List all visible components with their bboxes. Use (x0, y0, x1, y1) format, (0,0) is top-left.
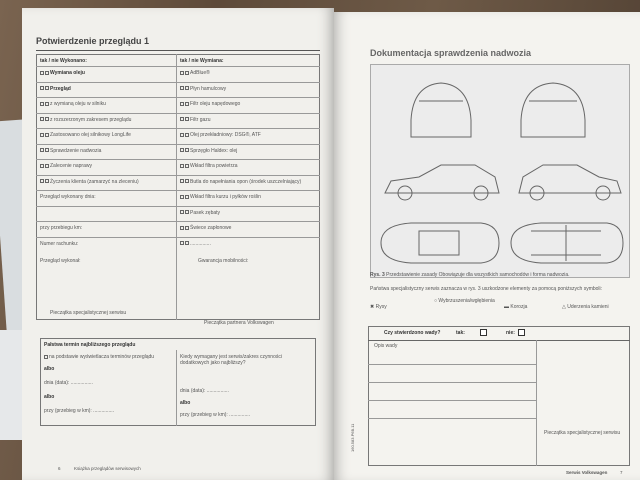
col2-header: tak / nie Wymiana: (180, 58, 224, 64)
table-row-divider (36, 175, 320, 176)
row-left-cell: Przegląd wykonany dnia: (40, 194, 96, 200)
row-left-cell: Zastosowano olej silnikowy LongLife (40, 132, 131, 138)
table-divider (176, 54, 177, 320)
left-page-number: 6 (58, 466, 61, 471)
right-stamp-label: Pieczątka specjalistycznej serwisu (544, 430, 621, 436)
row-right-cell: AdBlue® (180, 70, 210, 76)
next-km-right: przy (przebieg w km): ............... (180, 412, 251, 418)
car-diagram (370, 64, 630, 278)
table-row-divider (36, 221, 320, 222)
car-outlines-svg (371, 65, 631, 279)
row-left-cell: Sprawdzenie nadwozia (40, 148, 101, 154)
row-left-cell: przy przebiegu km: (40, 225, 83, 231)
legend-corrosion: ▬ Korozja (504, 304, 528, 310)
stamp-service-label: Pieczątka specjalistycznej serwisu (50, 310, 127, 316)
side-code: 160.583.P6B.11 (350, 423, 355, 452)
table-row-divider (36, 66, 320, 67)
defects-line-1 (368, 364, 536, 365)
table-row-divider (36, 237, 320, 238)
next-right-text: Kiedy wymagany jest serwis/zakres czynności dodatkowych jako najbliższy? (180, 354, 282, 366)
defects-yes-label: tak: (456, 330, 465, 336)
row-right-cell: Filtr gazu (180, 117, 211, 123)
row-right-cell: Świece zapłonowe (180, 225, 231, 231)
row-left-cell: Wymiana oleju (40, 70, 85, 76)
table-row-divider (36, 113, 320, 114)
defects-line-2 (368, 382, 536, 383)
defects-line-4 (368, 418, 536, 419)
albo-3: albo (180, 400, 191, 406)
defects-no-checkbox[interactable] (518, 329, 525, 336)
table-row-divider (36, 190, 320, 191)
inspection-table (36, 54, 320, 320)
defects-description-label: Opis wady (374, 343, 398, 349)
title-rule (36, 50, 320, 51)
row-right-cell: Sprzęgło Haldex: olej (180, 148, 237, 154)
right-page (334, 12, 640, 480)
car-side-right (519, 165, 621, 193)
albo-2: albo (44, 394, 55, 400)
row-right-cell: Filtr oleju napędowego (180, 101, 240, 107)
next-km-left: przy (przebieg w km): ............... (44, 408, 115, 414)
defects-question: Czy stwierdzono wady? (384, 330, 441, 336)
next-left-text: na podstawie wyświetlacza terminów przeglądu (44, 354, 154, 360)
left-footer-text: Książka przeglądów serwisowych (74, 466, 141, 471)
table-row-divider (36, 144, 320, 145)
legend-scratches: ✖ Rysy (370, 304, 387, 310)
legend-dents: ○ Wybrzuszenia/wgłębienia (434, 298, 495, 304)
car-rear-view (411, 83, 471, 137)
warranty-label: Gwarancja mobilności: (198, 258, 249, 264)
right-footer-text: Serwis Volkswagen (566, 470, 608, 475)
row-right-cell: ............... (180, 241, 211, 247)
row-left-cell: z rozszerzonym zakresem przeglądu (40, 117, 131, 123)
defects-line-3 (368, 400, 536, 401)
row-left-cell: Życzenia klienta (zamarzyć na zleceniu) (40, 179, 139, 185)
right-page-number: 7 (620, 470, 623, 475)
row-left-cell: Numer rachunku: (40, 240, 79, 247)
defects-yes-checkbox[interactable] (480, 329, 487, 336)
col1-header: tak / nie Wykonano: (40, 58, 87, 64)
car-bottom-view (511, 223, 623, 263)
albo-1: albo (44, 366, 55, 372)
row-right-cell: Pasek zębaty (180, 210, 220, 216)
stamp-partner-label: Pieczątka partnera Volkswagen (204, 320, 274, 326)
table-row-divider (36, 97, 320, 98)
left-page-title: Potwierdzenie przeglądu 1 (36, 36, 150, 46)
defects-no-label: nie: (506, 330, 515, 336)
defects-table (368, 326, 630, 466)
row-left-cell: Przegląd (40, 86, 71, 92)
figure-caption: Rys. 3 Przedstawienie zasady Obowiązuje dla wszystkich samochodów i forma nadwozia. (370, 272, 570, 278)
car-front-view (521, 83, 585, 137)
inspection-done-label: Przegląd wykonał: (40, 258, 81, 264)
row-right-cell: Butla do napełniania opon (środek uszczelniający) (180, 179, 301, 185)
left-page (22, 8, 334, 480)
table-row-divider (36, 82, 320, 83)
defects-header-rule (368, 340, 630, 341)
right-page-title: Dokumentacja sprawdzenia nadwozia (370, 48, 532, 58)
legend-intro: Państwa specjalistyczny serwis zaznacza w rys. 3 uszkodzone elementy za pomocą poniższych symboli: (370, 286, 603, 292)
row-left-cell: z wymianą oleju w silniku (40, 101, 106, 107)
row-left-cell: Zalecenie naprawy (40, 163, 92, 169)
table-row-divider (36, 206, 320, 207)
defects-column-divider (536, 340, 537, 466)
next-date-right: dnia (data): ................ (180, 388, 229, 394)
row-right-cell: Olej przekładniowy: DSG®, ATF (180, 132, 261, 138)
next-date-left: dnia (data): ................ (44, 380, 93, 386)
row-right-cell: Płyn hamulcowy (180, 86, 226, 92)
row-right-cell: Wkład filtra powietrza (180, 163, 238, 169)
row-right-cell: Wkład filtra kurzu i pyłków roślin (180, 194, 261, 200)
next-table-divider (176, 350, 177, 426)
table-row-divider (36, 128, 320, 129)
table-row-divider (36, 159, 320, 160)
car-top-view (381, 223, 499, 263)
next-inspection-title: Pałstwa termin najbliższego przeglądu (44, 342, 136, 348)
legend-stone-chips: △ Uderzenia kamieni (562, 304, 609, 310)
car-side-left (385, 165, 499, 193)
